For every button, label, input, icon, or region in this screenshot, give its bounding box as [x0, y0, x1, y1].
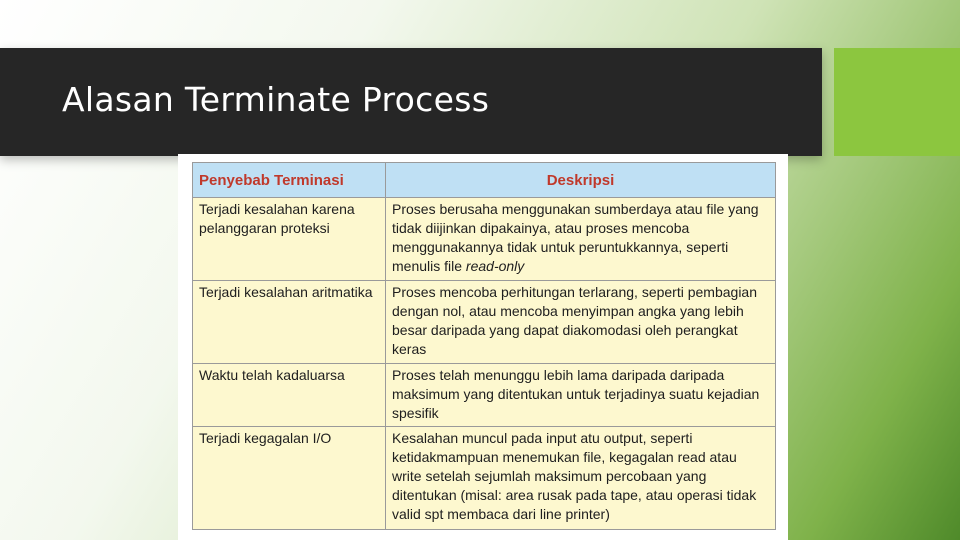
termination-table: [192, 162, 776, 530]
table-header-row: [193, 163, 776, 198]
description-emphasis: read-only: [465, 258, 525, 274]
slide-title: Alasan Terminate Process: [62, 80, 490, 119]
table-image: [178, 154, 788, 540]
header-cause: Penyebab Terminasi: [193, 163, 386, 198]
description-cell: [386, 198, 776, 281]
cause-cell: Waktu telah kadaluarsa: [193, 364, 386, 427]
table-row: [193, 198, 776, 281]
cause-cell: Terjadi kesalahan aritmatika: [193, 281, 386, 364]
description-text: Proses berusaha menggunakan sumberdaya atau file yang tidak diijinkan dipakainya, atau proses mencoba menggunakannya tidak untuk peruntukkannya, seperti menulis file: [392, 201, 759, 274]
cause-cell: Terjadi kegagalan I/O: [193, 427, 386, 530]
cause-cell: Terjadi kesalahan karena pelanggaran proteksi: [193, 198, 386, 281]
table-row: [193, 427, 776, 530]
accent-block: [834, 48, 960, 156]
description-cell: Proses mencoba perhitungan terlarang, seperti pembagian dengan nol, atau mencoba menyimpan angka yang lebih besar daripada yang dapat diakomodasi oleh perangkat keras: [386, 281, 776, 364]
description-cell: Kesalahan muncul pada input atu output, seperti ketidakmampuan menemukan file, kegagalan read atau write setelah sejumlah maksimum percobaan yang ditentukan (misal: area rusak pada tape, atau operasi tidak valid spt membaca dari line printer): [386, 427, 776, 530]
table-row: [193, 364, 776, 427]
header-description: Deskripsi: [386, 163, 776, 198]
table-row: [193, 281, 776, 364]
description-cell: Proses telah menunggu lebih lama daripada daripada maksimum yang ditentukan untuk terjadinya suatu kejadian spesifik: [386, 364, 776, 427]
